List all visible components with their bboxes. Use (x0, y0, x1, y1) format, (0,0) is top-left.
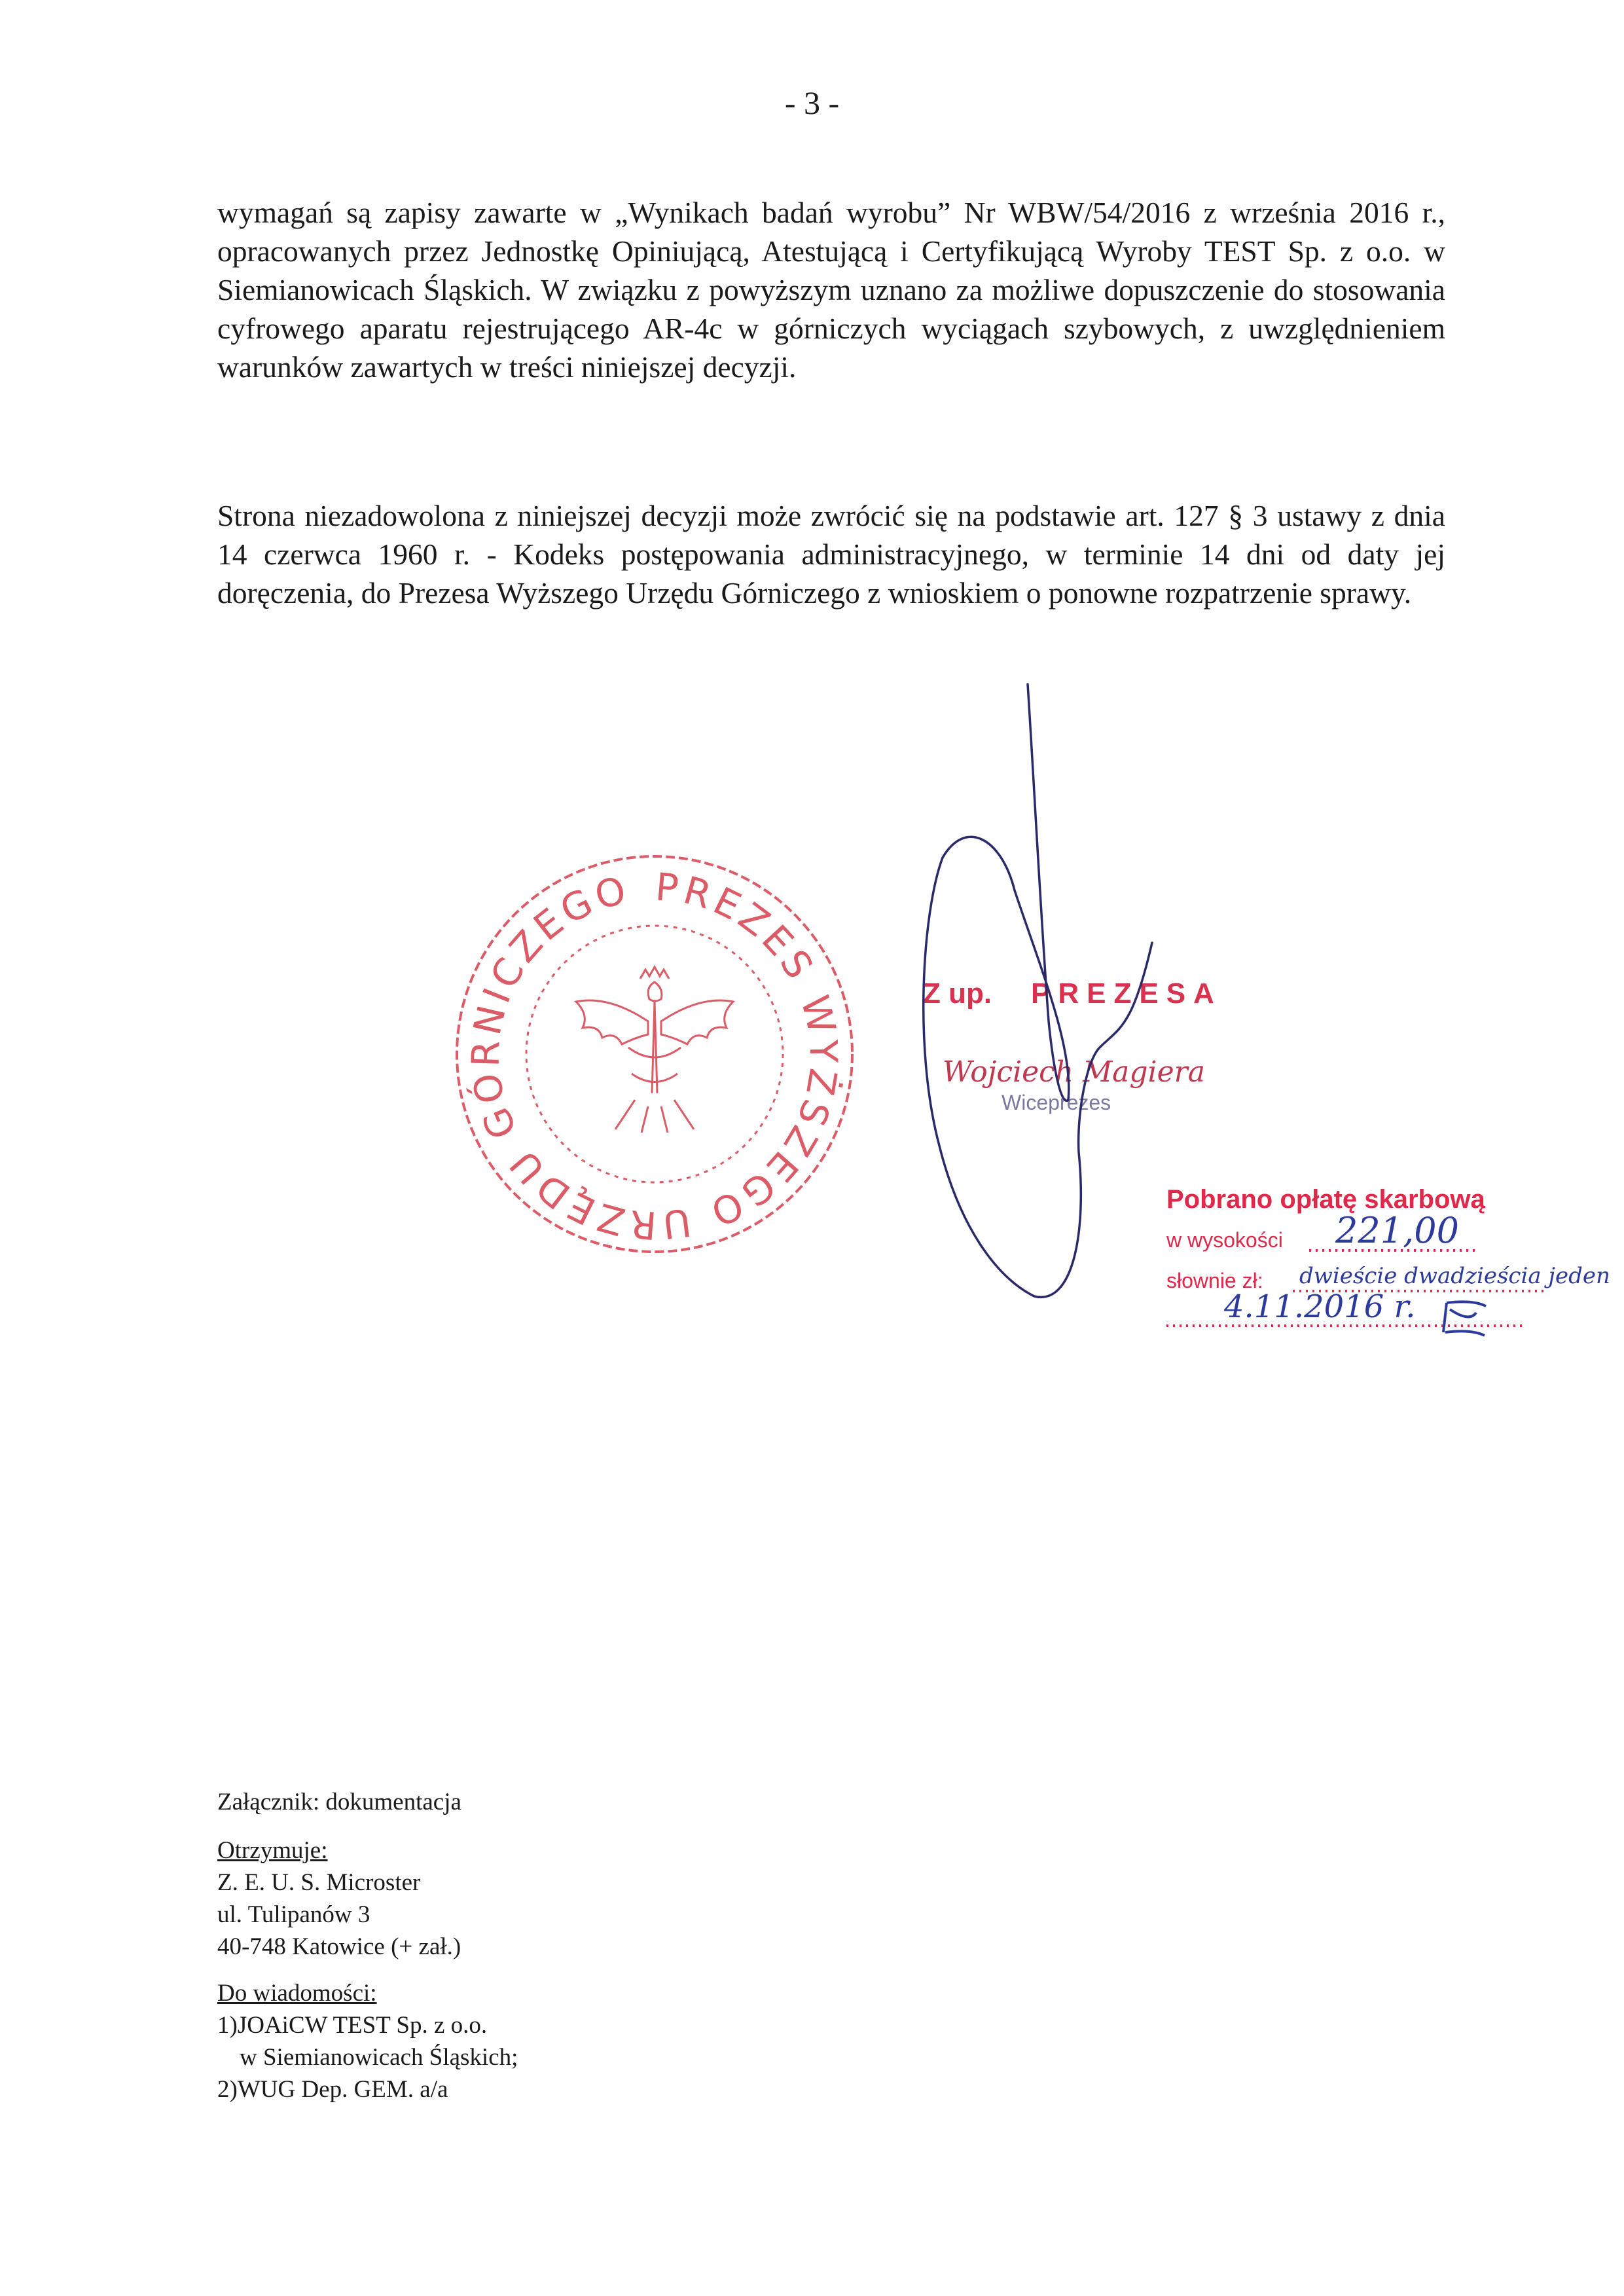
stamp-title: PREZESA (1031, 977, 1222, 1010)
recipients-block (217, 1834, 461, 1963)
decision-justification-paragraph: wymagań są zapisy zawarte w „Wynikach badań wyrobu” Nr WBW/54/2016 z września 2016 r., opracowanych przez Jednostkę Opiniującą, Atestującą i Certyfikującą Wyroby TEST Sp. z o.o. w Siemianowicach Śląskich. W związku z powyższym uznano za możliwe dopuszczenie do stosowania cyfrowego aparatu rejestrującego AR-4c w górniczych wyciągach szybowych, z uwzględnieniem warunków zawartych w treści niniejszej decyzji. (217, 196, 1445, 384)
attachment-text: Załącznik: dokumentacja (217, 1789, 461, 1815)
stamp-signatory-position: Wiceprezes (1001, 1091, 1111, 1114)
fee-date-value: 4.11.2016 r. (1224, 1288, 1416, 1325)
stamp-signatory-name: Wojciech Magiera (943, 1055, 1205, 1089)
cc-header: Do wiadomości: (217, 1980, 377, 2007)
fee-words-label: słownie zł: (1166, 1269, 1263, 1292)
fee-stamp-title: Pobrano opłatę skarbową (1166, 1185, 1485, 1214)
recipient-line: Z. E. U. S. Microster (217, 1869, 421, 1896)
fee-amount-value: 221,00 (1335, 1210, 1459, 1251)
recipient-line: 40-748 Katowice (+ zał.) (217, 1933, 461, 1960)
fee-amount-label: w wysokości (1166, 1228, 1283, 1252)
cc-line: 2)WUG Dep. GEM. a/a (217, 2076, 448, 2103)
fee-initials (1443, 1302, 1486, 1336)
fee-stamp (1166, 1185, 1610, 1336)
cc-line: w Siemianowicach Śląskich; (240, 2044, 518, 2071)
appeal-instruction-paragraph: Strona niezadowolona z niniejszej decyzji może zwrócić się na podstawie art. 127 § 3 ustawy z dnia 14 czerwca 1960 r. - Kodeks postępowania administracyjnego, w terminie 14 dni od daty jej doręczenia, do Prezesa Wyższego Urzędu Górniczego z wnioskiem o ponowne rozpatrzenie sprawy. (217, 499, 1445, 610)
signature-stamp (923, 977, 1222, 1114)
eagle-emblem-icon (576, 967, 733, 1133)
cc-line: 1)JOAiCW TEST Sp. z o.o. (217, 2012, 488, 2039)
fee-words-value: dwieście dwadzieścia jeden (1299, 1263, 1610, 1289)
cc-block (217, 1977, 518, 2105)
official-seal (457, 856, 852, 1252)
attachment-note (217, 1786, 461, 1818)
recipients-header: Otrzymuje: (217, 1837, 328, 1864)
stamp-prefix: Z up. (923, 977, 992, 1010)
page-number: - 3 - (784, 84, 840, 121)
seal-text: PREZES WYŻSZEGO URZĘDU GÓRNICZEGO (463, 864, 846, 1248)
recipient-line: ul. Tulipanów 3 (217, 1901, 370, 1928)
